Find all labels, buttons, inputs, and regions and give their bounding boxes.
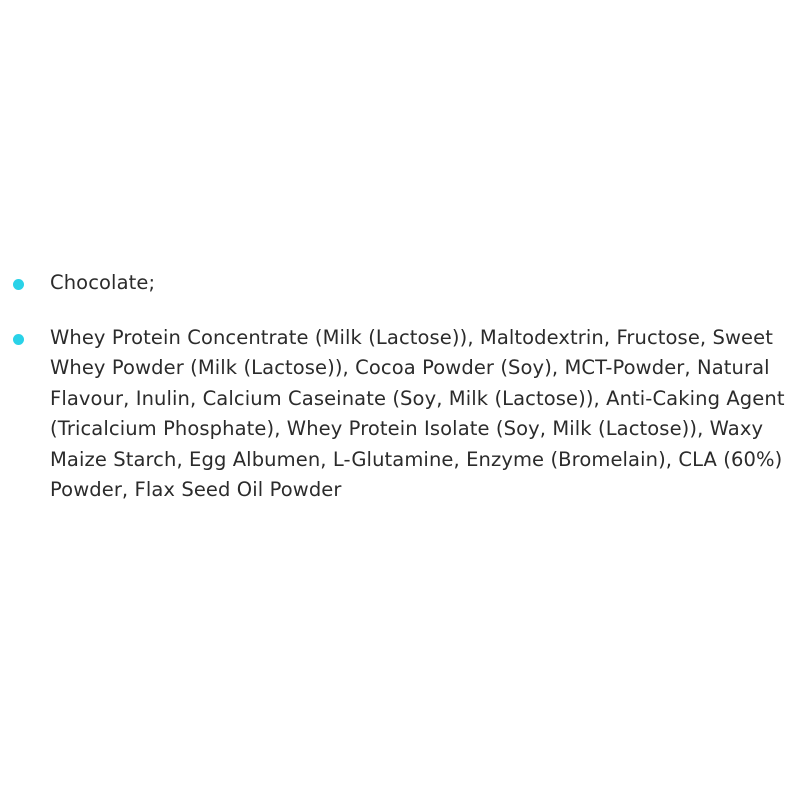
list-item [0, 323, 800, 506]
dot-bullet-icon [13, 279, 24, 290]
ingredients-list [0, 268, 800, 530]
dot-bullet-icon [13, 334, 24, 345]
list-item [0, 268, 800, 299]
list-item-label: Chocolate; [50, 271, 156, 294]
list-item-label: Whey Protein Concentrate (Milk (Lactose)), Maltodextrin, Fructose, Sweet Whey Powder (Milk (Lactose)), Cocoa Powder (Soy), MCT-Powder, Natural Flavour, Inulin, Calcium Caseinate (Soy, Milk (Lactose)), Anti-Caking Agent (Tricalcium Phosphate), Whey Protein Isolate (Soy, Milk (Lactose)), Waxy Maize Starch, Egg Albumen, L-Glutamine, Enzyme (Bromelain), CLA (60%) Powder, Flax Seed Oil Powder [50, 325, 785, 501]
